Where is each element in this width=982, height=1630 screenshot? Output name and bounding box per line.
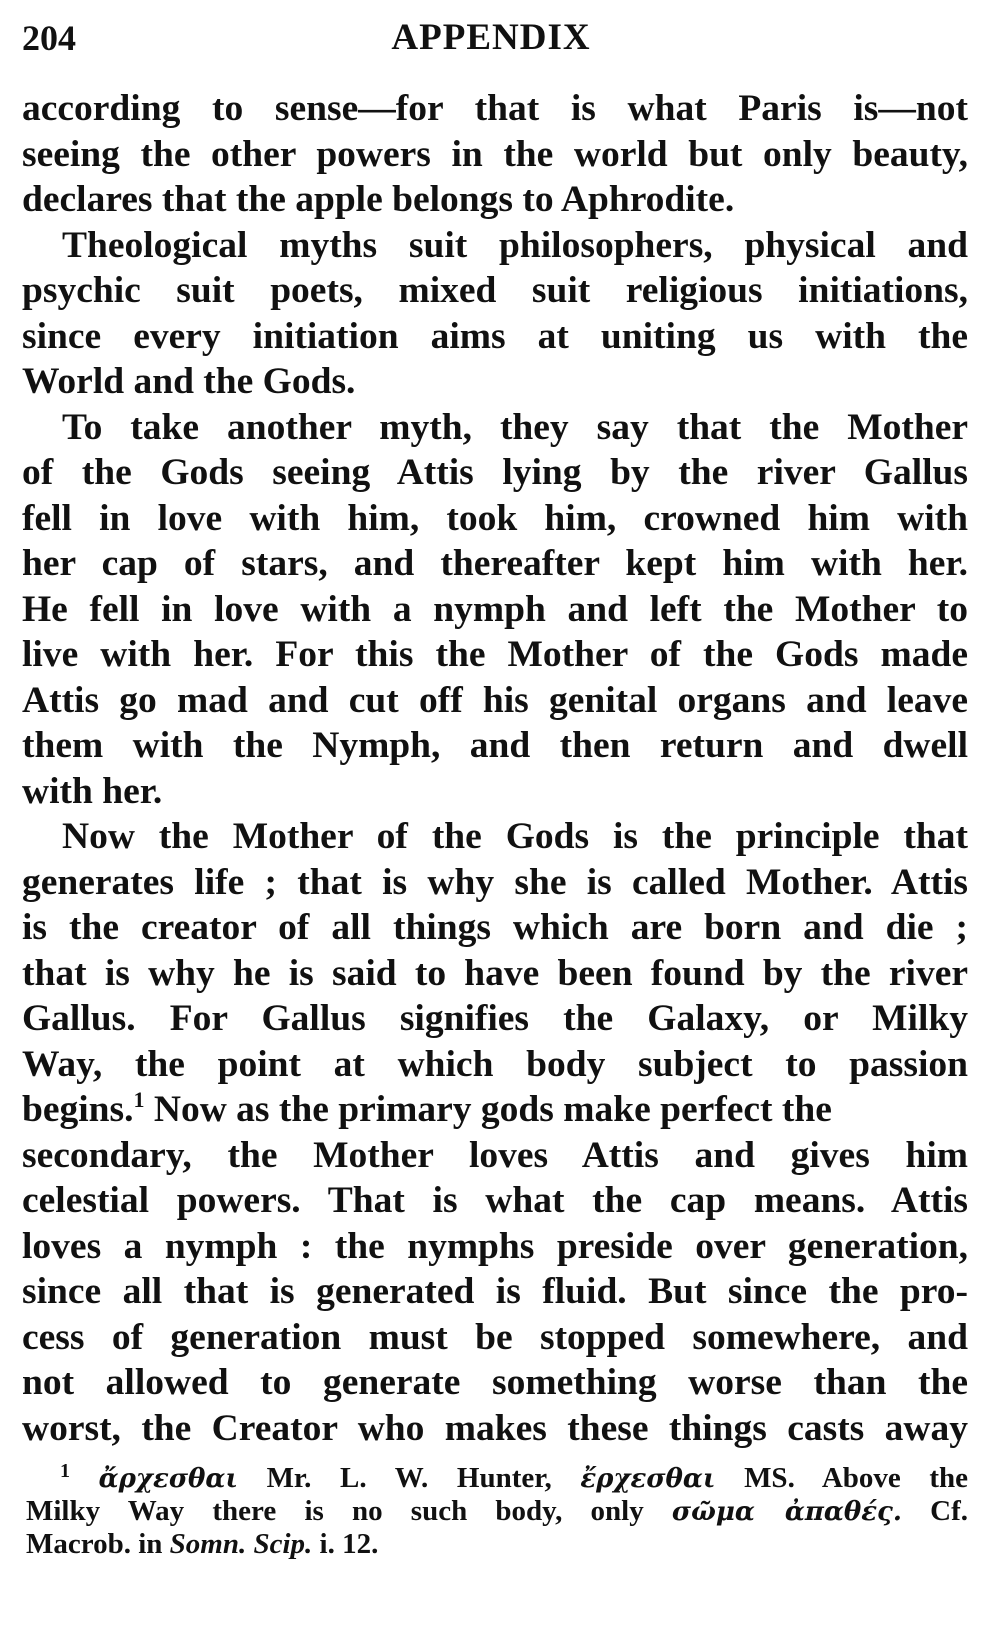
footnote-text: i. 12. [319, 1528, 379, 1560]
text-line: with her. [22, 770, 163, 812]
text-line: loves a nymph : the nymphs preside over generation, [22, 1225, 968, 1267]
text-line: celestial powers. That is what the cap means. Attis [22, 1180, 968, 1221]
text-line: them with the Nymph, and then return and dwell [22, 725, 968, 766]
text-line: Now the Mother of the Gods is the principle that [62, 816, 968, 857]
text-line: To take another myth, they say that the Mother [62, 406, 968, 448]
running-head: APPENDIX [391, 17, 591, 58]
text-line: Gallus. For Gallus signifies the Galaxy, or Milky [22, 998, 968, 1039]
text-line: secondary, the Mother loves Attis and gives him [22, 1134, 968, 1176]
footnote-text: Milky Way there is no such body, only [26, 1495, 644, 1527]
text-line: that is why he is said to have been found by the river [22, 952, 968, 994]
footnote-line [26, 1528, 968, 1561]
line-end: Now as the primary gods make perfect the [153, 1089, 832, 1130]
text-line: is the creator of all things which are born and die ; [22, 907, 968, 948]
text-line: according to sense—for that is what Paris is—not [22, 88, 968, 129]
footnote [26, 1462, 968, 1561]
text-line: since all that is generated is fluid. But since the pro- [22, 1271, 968, 1312]
page-number: 204 [22, 18, 76, 58]
footnote-text: MS. Above the [744, 1462, 969, 1494]
text-line: Way, the point at which body subject to passion [22, 1043, 968, 1085]
text-line: generates life ; that is why she is called Mother. Attis [22, 861, 968, 903]
footnote-line [26, 1462, 968, 1495]
text-line: psychic suit poets, mixed suit religious initiations, [22, 270, 968, 311]
footnote-line [26, 1495, 968, 1528]
text-line: He fell in love with a nymph and left the Mother to [22, 588, 968, 630]
footnote-text: Macrob. in [26, 1528, 163, 1560]
text-line: worst, the Creator who makes these things casts away [22, 1407, 968, 1449]
footnote-reference: 1 [133, 1087, 145, 1112]
footnote-text: Mr. L. W. Hunter, [266, 1462, 552, 1494]
text-line: declares that the apple belongs to Aphrodite. [22, 179, 735, 220]
footnote-citation: Somn. Scip. [169, 1528, 313, 1560]
text-line: since every initiation aims at uniting us with the [22, 315, 968, 357]
text-line: seeing the other powers in the world but only beauty, [22, 133, 968, 175]
text-line: Theological myths suit philosophers, physical and [62, 224, 968, 266]
text-line: not allowed to generate something worse than the [22, 1362, 968, 1403]
text-line: Attis go mad and cut off his genital organs and leave [22, 679, 968, 721]
body-text [22, 86, 968, 1451]
text-line: cess of generation must be stopped somewhere, and [22, 1316, 968, 1358]
text-line: live with her. For this the Mother of the Gods made [22, 634, 968, 675]
footnote-marker: 1 [60, 1460, 70, 1482]
greek-word: ἄρχεσθαι [98, 1464, 238, 1494]
text-line: fell in love with him, took him, crowned him with [22, 497, 968, 539]
text-line-with-footnote-ref [22, 1087, 968, 1133]
footnote-text: Cf. [930, 1495, 969, 1527]
page-header [22, 10, 960, 66]
text-line: of the Gods seeing Attis lying by the river Gallus [22, 452, 968, 493]
text-line: her cap of stars, and thereafter kept him with her. [22, 543, 968, 584]
line-start: begins. [22, 1089, 134, 1130]
text-line: World and the Gods. [22, 361, 356, 402]
greek-phrase: σῶμα ἀπαθές. [671, 1497, 902, 1527]
greek-word: ἔρχεσθαι [580, 1464, 716, 1494]
